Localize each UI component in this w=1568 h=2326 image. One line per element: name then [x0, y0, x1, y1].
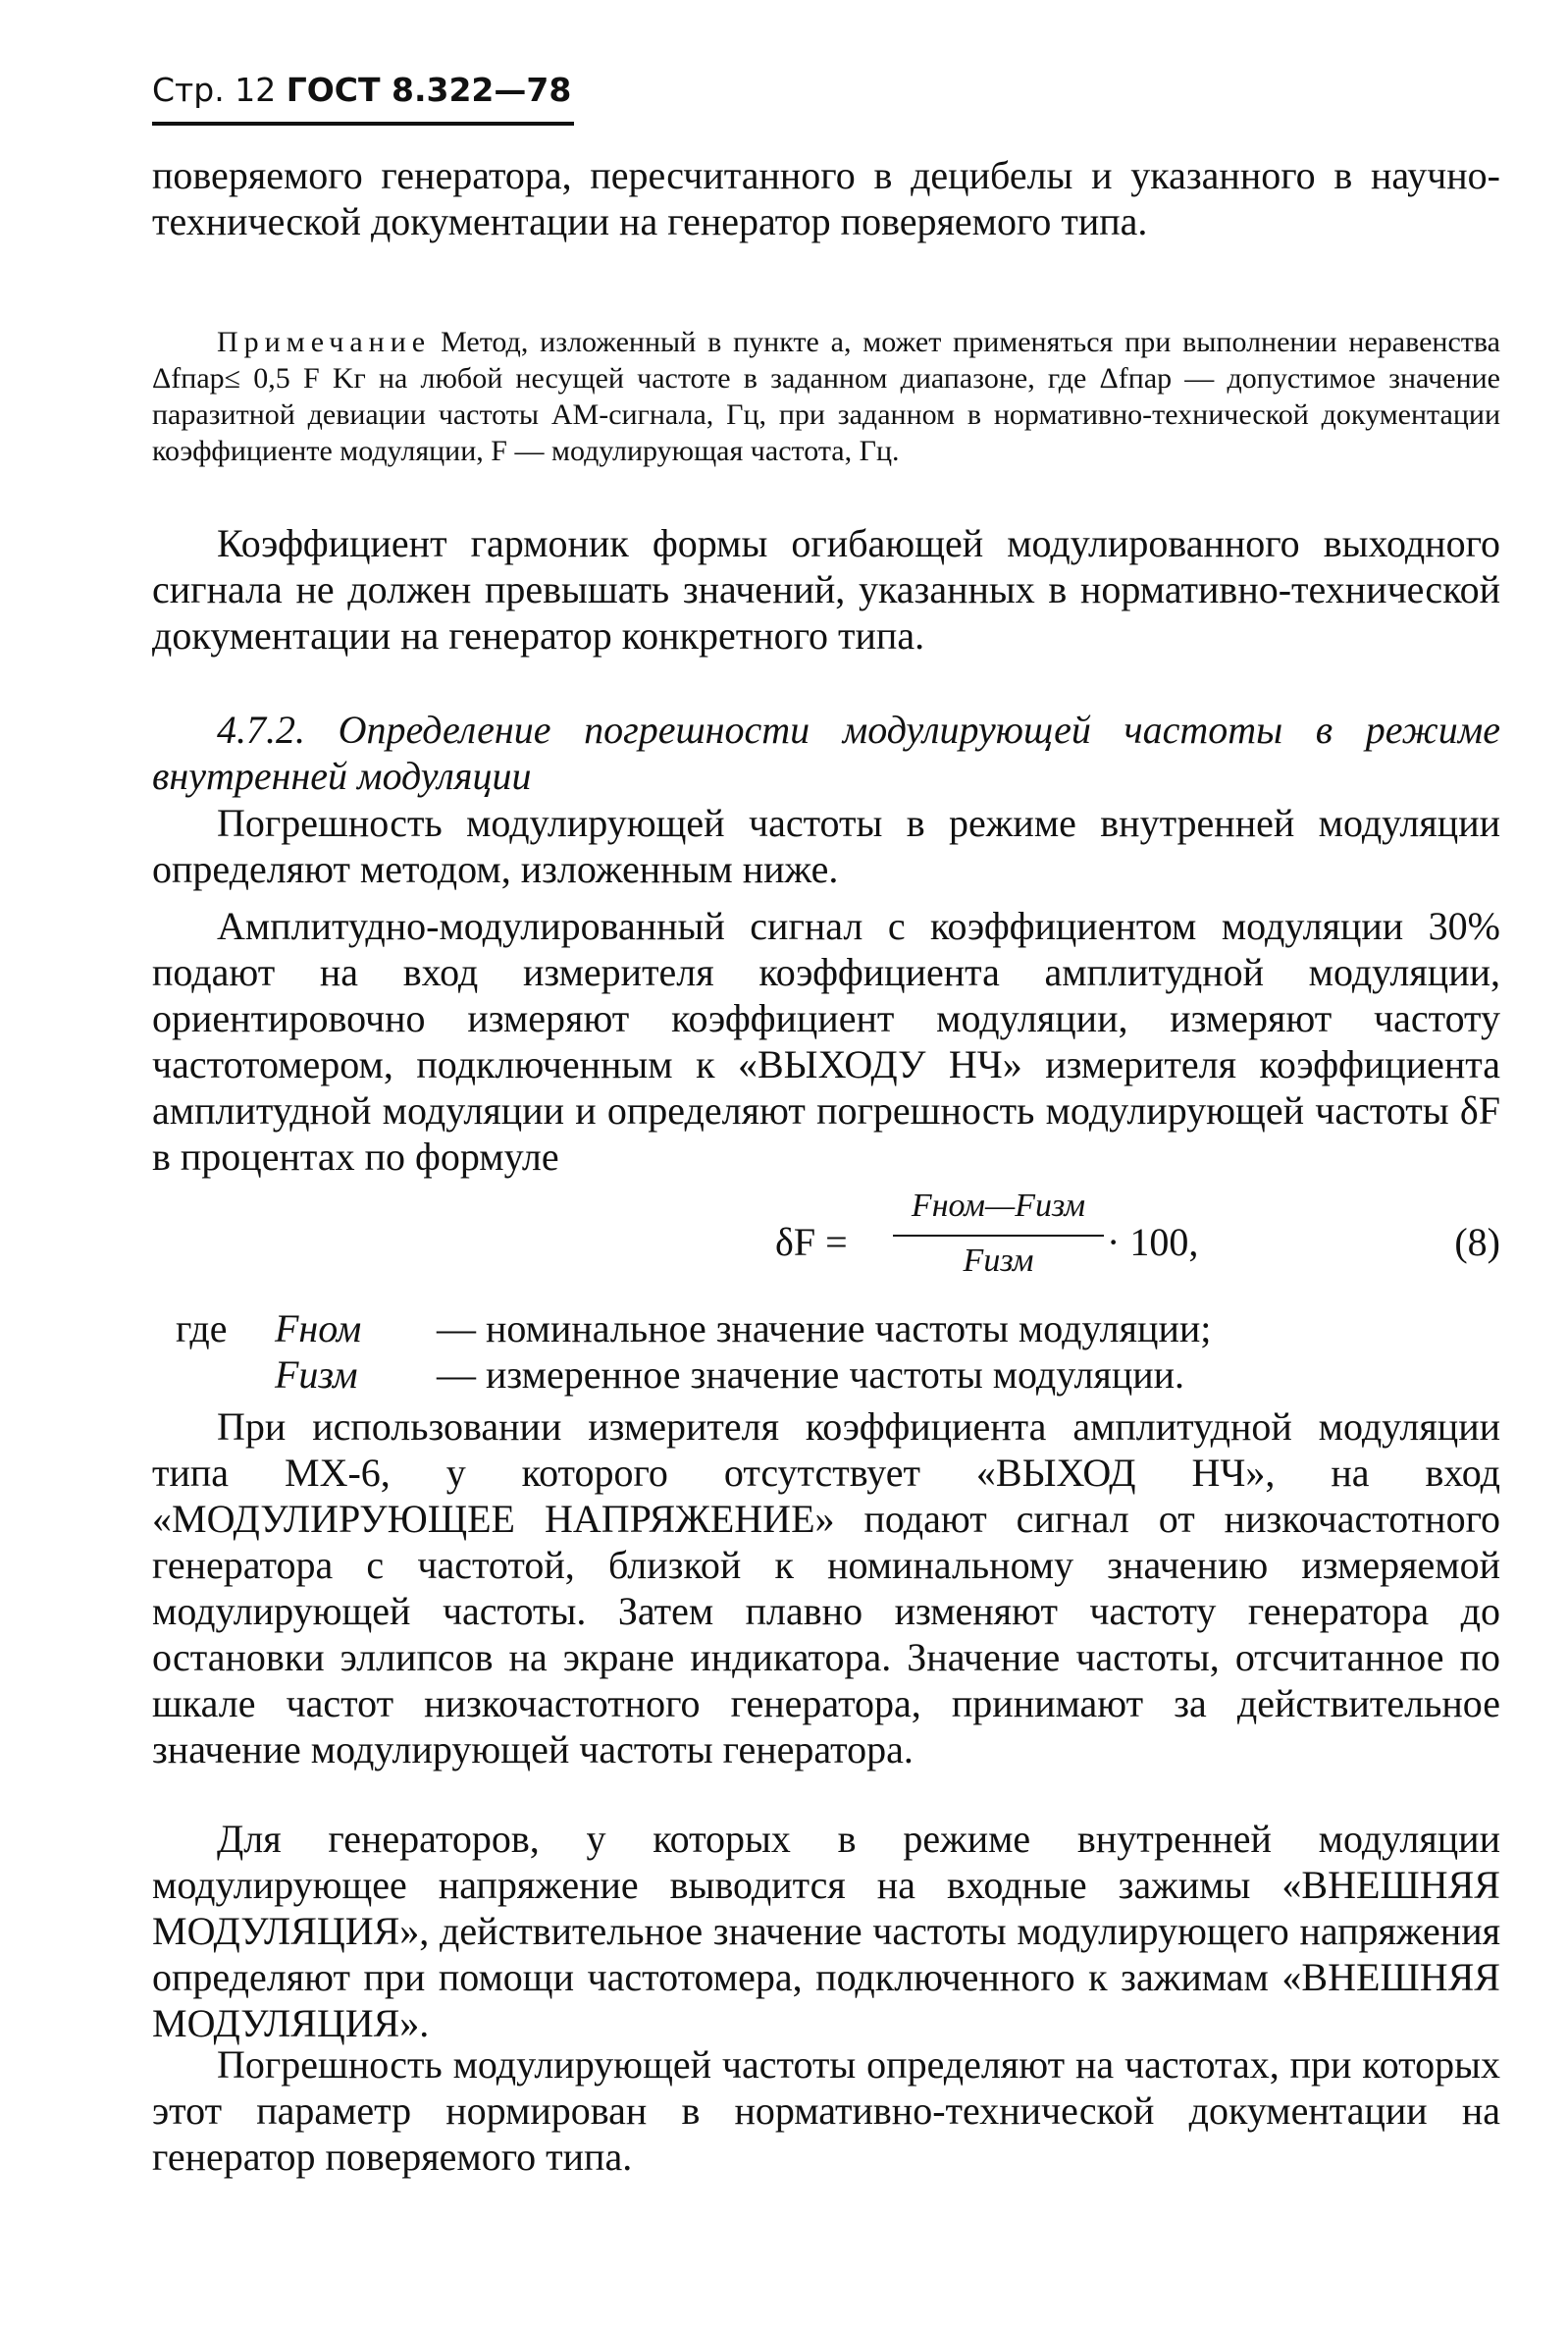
note-paragraph — [152, 324, 1500, 469]
paragraph-text: поверяемого генератора, пересчитанного в децибелы и указанного в научно-технической документации на генератор поверяемого типа. — [152, 153, 1500, 243]
legend-where-word: где — [176, 1306, 228, 1350]
formula-legend — [152, 1305, 1500, 1398]
note-label: Примечание — [217, 326, 432, 358]
paragraph-harmonics — [152, 520, 1500, 659]
formula-denominator: Fизм — [963, 1242, 1034, 1279]
standard-code: ГОСТ 8.322—78 — [286, 71, 572, 109]
paragraph-method-intro — [152, 800, 1500, 892]
paragraph-text: Погрешность модулирующей частоты в режиме внутренней модуляции определяют методом, изложенным ниже. — [152, 801, 1500, 891]
note-text: Метод, изложенный в пункте а, может применяться при выполнении неравенства Δfпар≤ 0,5 F Kг на любой несущей частоте в заданном диапазоне, где Δfпар — допустимое значение паразитной девиации частоты АМ-сигнала, Гц, при заданном в нормативно-технической документации коэффициенте модуляции, F — модулирующая частота, Гц. — [152, 326, 1500, 467]
section-heading-text: 4.7.2. Определение погрешности модулирующей частоты в режиме внутренней модуляции — [152, 708, 1500, 798]
legend-description: — номинальное значение частоты модуляции; — [437, 1306, 1212, 1350]
legend-row — [152, 1305, 1500, 1351]
paragraph-text: Амплитудно-модулированный сигнал с коэффициентом модуляции 30% подают на вход измерителя коэффициента амплитудной модуляции, ориентировочно измеряют коэффициент модуляции, измеряют частоту частотомером, подключенным к «ВЫХОДУ НЧ» измерителя коэффициента амплитудной модуляции и определяют погрешность модулирующей частоты δF в процентах по формуле — [152, 904, 1500, 1179]
note-block — [152, 324, 1500, 469]
paragraph-external-modulation — [152, 1816, 1500, 2046]
paragraph-text: При использовании измерителя коэффициента амплитудной модуляции типа МХ-6, у которого отсутствует «ВЫХОД НЧ», на вход «МОДУЛИРУЮЩЕЕ НАПРЯЖЕНИЕ» подают сигнал от низкочастотного генератора с частотой, близкой к номинальному значению измеряемой модулирующей частоты. Затем плавно изменяют частоту генератора до остановки эллипсов на экране индикатора. Значение частоты, отсчитанное по шкале частот низкочастотного генератора, принимают за действительное значение модулирующей частоты генератора. — [152, 1404, 1500, 1771]
paragraph-am-signal — [152, 903, 1500, 1180]
fraction-bar — [893, 1235, 1104, 1237]
paragraph-final — [152, 2041, 1500, 2180]
legend-description: — измеренное значение частоты модуляции. — [437, 1352, 1185, 1397]
page-number: Стр. 12 — [152, 71, 277, 109]
formula-multiplier: · 100, — [1107, 1220, 1199, 1264]
paragraph-mx6 — [152, 1403, 1500, 1772]
paragraph-text: Для генераторов, у которых в режиме внутренней модуляции модулирующее напряжение выводится на входные зажимы «ВНЕШНЯЯ МОДУЛЯЦИЯ», действительное значение частоты модулирующего напряжения определяют при помощи частотомера, подключенного к зажимам «ВНЕШНЯЯ МОДУЛЯЦИЯ». — [152, 1817, 1500, 2045]
paragraph-text: Погрешность модулирующей частоты определяют на частотах, при которых этот параметр нормирован в нормативно-технической документации на генератор поверяемого типа. — [152, 2042, 1500, 2179]
formula-8 — [152, 1188, 1500, 1305]
page-header — [152, 69, 574, 112]
legend-row — [152, 1351, 1500, 1398]
formula-numerator: Fном—Fизм — [911, 1188, 1086, 1224]
paragraph-text: Коэффициент гармоник формы огибающей модулированного выходного сигнала не должен превышать значений, указанных в нормативно-технической документации на генератор конкретного типа. — [152, 521, 1500, 658]
formula-lhs: δF = — [775, 1220, 848, 1264]
header-divider — [152, 122, 574, 126]
legend-symbol: Fизм — [275, 1352, 358, 1397]
paragraph-continuation — [152, 152, 1500, 244]
section-heading — [152, 707, 1500, 799]
legend-symbol: Fном — [275, 1306, 362, 1350]
formula-number: (8) — [1454, 1220, 1500, 1264]
